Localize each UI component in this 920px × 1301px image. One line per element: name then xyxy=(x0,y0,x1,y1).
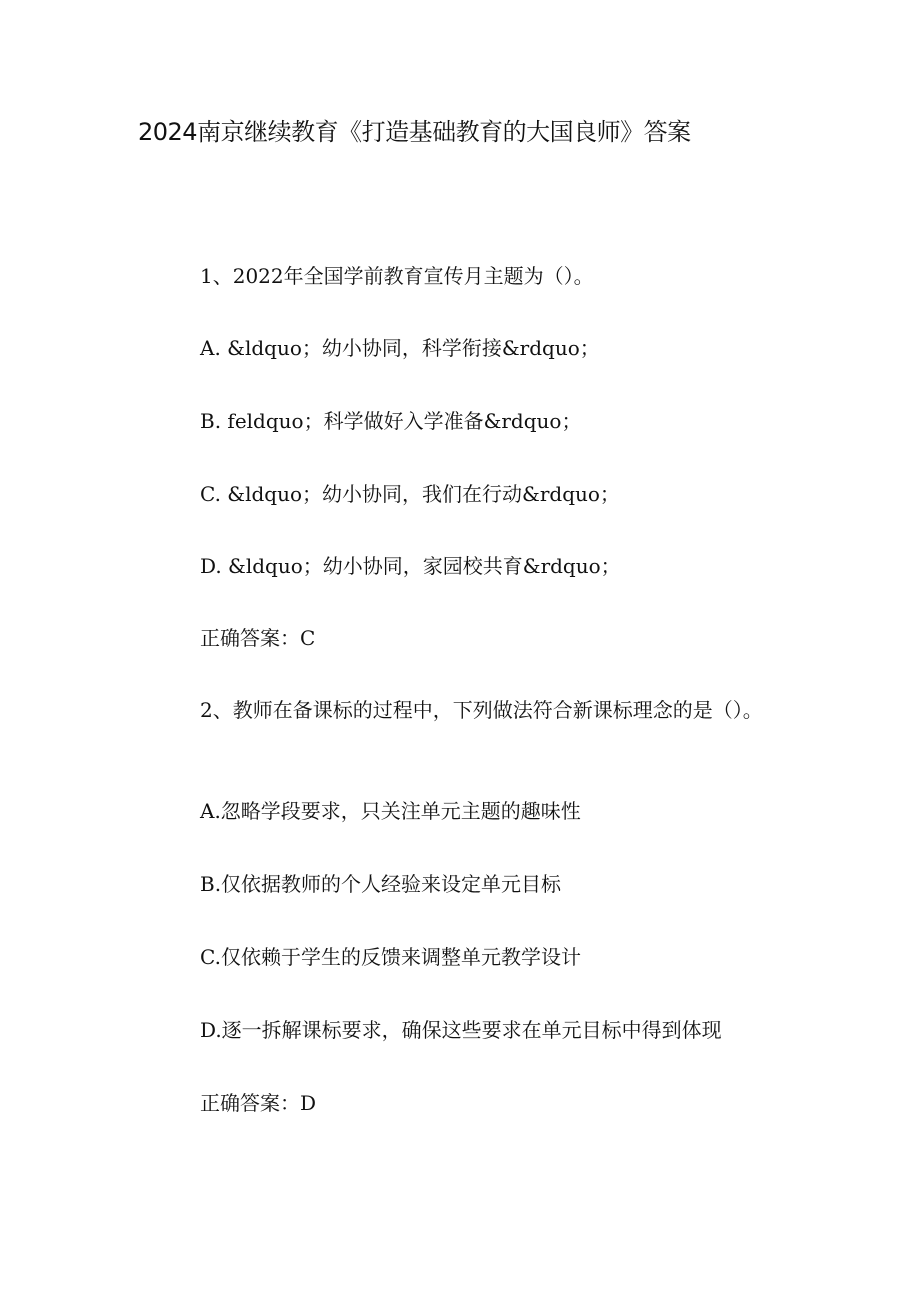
question-2-option-a: A.忽略学段要求，只关注单元主题的趣味性 xyxy=(200,799,581,823)
question-1-option-a: A. &ldquo；幼小协同，科学衔接&rdquo； xyxy=(200,336,600,360)
question-1-stem: 1、2022年全国学前教育宣传月主题为（）。 xyxy=(200,264,594,288)
question-2-option-c: C.仅依赖于学生的反馈来调整单元教学设计 xyxy=(200,945,581,969)
document-title: 2024南京继续教育《打造基础教育的大国良师》答案 xyxy=(138,118,691,146)
question-2-option-d: D.逐一拆解课标要求，确保这些要求在单元目标中得到体现 xyxy=(200,1018,722,1042)
question-1-option-d: D. &ldquo；幼小协同，家园校共育&rdquo； xyxy=(200,554,621,578)
question-2-stem: 2、教师在备课标的过程中，下列做法符合新课标理念的是（）。 xyxy=(200,698,763,722)
question-2-option-b: B.仅依据教师的个人经验来设定单元目标 xyxy=(200,872,562,896)
question-1-option-b: B. feldquo；科学做好入学准备&rdquo； xyxy=(200,409,582,433)
question-1-answer: 正确答案：C xyxy=(200,626,316,650)
question-1-option-c: C. &ldquo；幼小协同，我们在行动&rdquo； xyxy=(200,482,620,506)
question-2-answer: 正确答案：D xyxy=(200,1091,317,1115)
